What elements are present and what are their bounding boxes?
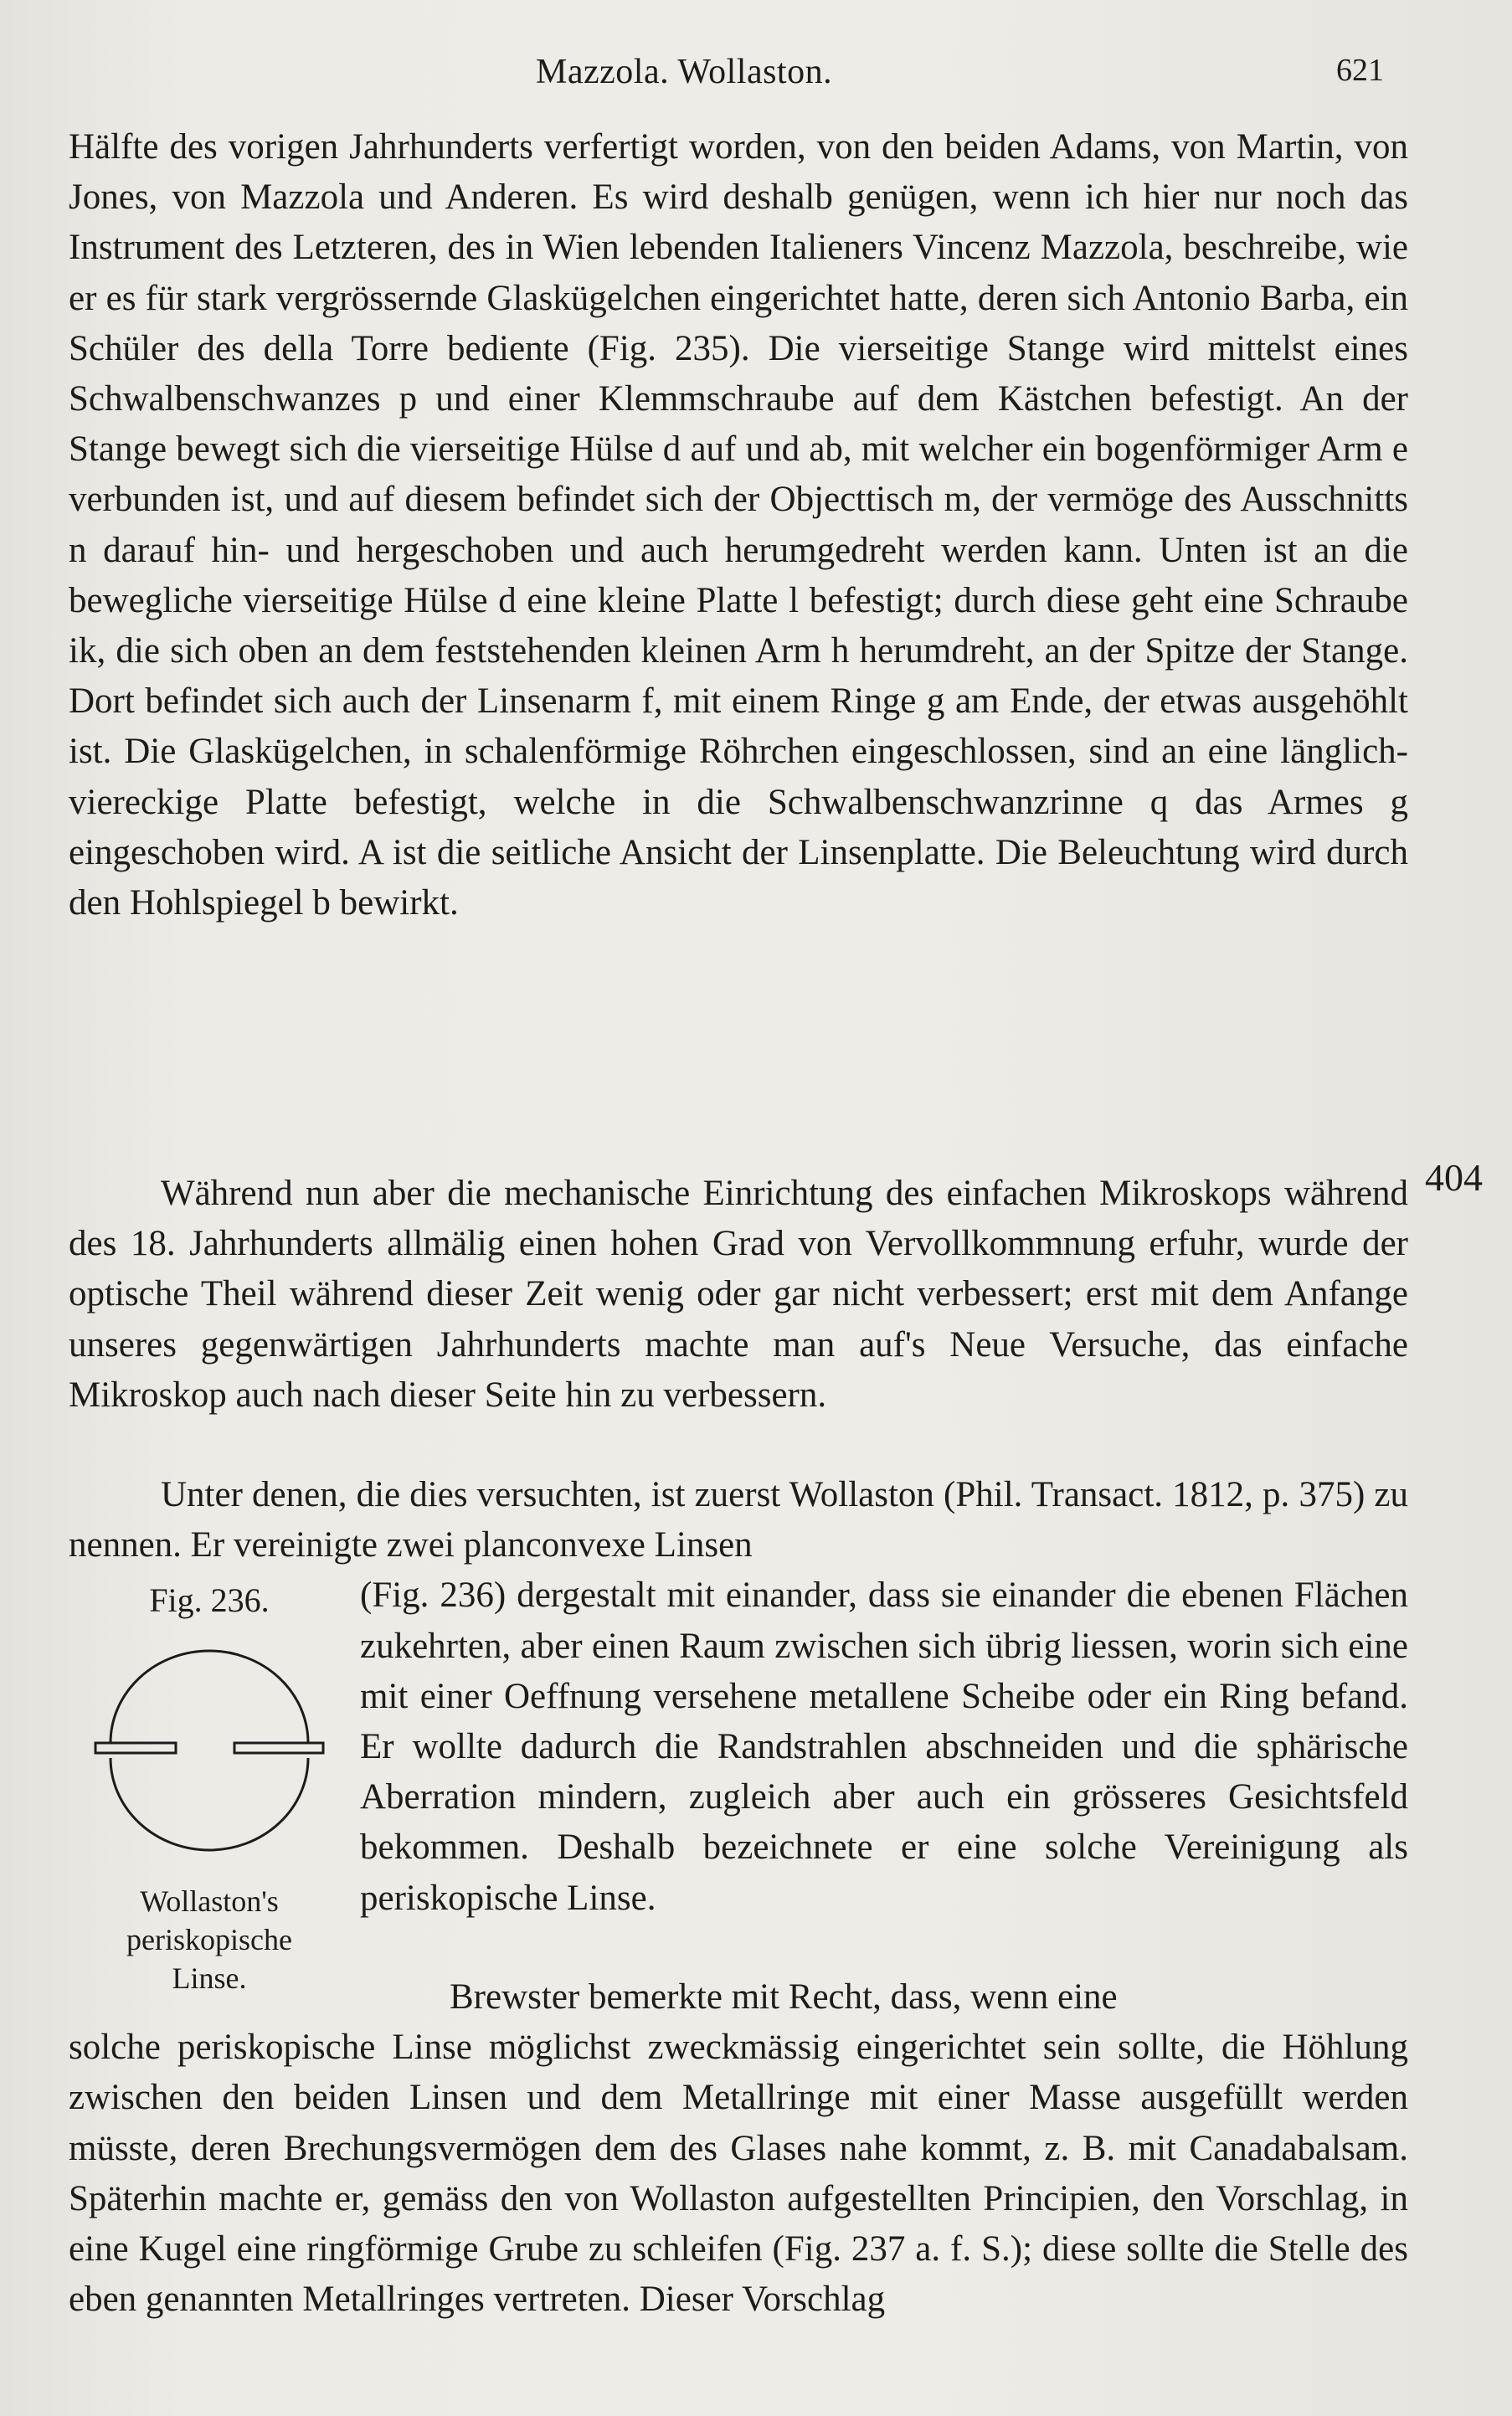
right-metal-ring (234, 1743, 323, 1753)
running-head-title: Mazzola. Wollaston. (536, 53, 833, 91)
periscopic-lens-diagram (92, 1639, 327, 1857)
figure-caption: Fig. 236. (149, 1581, 270, 1619)
figure-label-line-1: Wollaston's (140, 1884, 279, 1918)
margin-section-number: 404 (1425, 1156, 1483, 1199)
figure-label-line-3: Linse. (172, 1961, 247, 1995)
paragraph-optical-improvement: Während nun aber die mechanische Einrichtung des einfachen Mikroskops während des 18. Jahrhunderts allmälig einen hohen Grad von Vervollkommnung erfuhr, wurde der optische Theil während dieser Zeit wenig oder gar nicht verbessert; erst mit dem Anfange unseres gegenwärtigen Jahrhunderts machte man auf's Neue Versuche, das einfache Mikroskop auch nach dieser Seite hin zu verbessern. (69, 1174, 1408, 1415)
figure-label-line-2: periskopische (126, 1923, 292, 1956)
figure-236 (75, 1581, 343, 1999)
lower-lens-arc (111, 1758, 308, 1850)
upper-lens-arc (111, 1651, 308, 1743)
running-head (0, 52, 1512, 102)
paragraph-wollaston-lead: Unter denen, die dies versuchten, ist zuerst Wollaston (Phil. Transact. 1812, p. 375) zu nennen. Er vereinigte zwei planconvexe Linsen (69, 1475, 1408, 1565)
paragraph-mazzola-instrument: Hälfte des vorigen Jahrhunderts verfertigt worden, von den beiden Adams, von Martin, von Jones, von Mazzola und Anderen. Es wird deshalb genügen, wenn ich hier nur noch das Instrument des Letzteren, des in Wien lebenden Italieners Vincenz Mazzola, beschreibe, wie er es für stark vergrössernde Glaskügelchen eingerichtet hatte, deren sich Antonio Barba, ein Schüler des della Torre bediente (Fig. 235). Die vierseitige Stange wird mittelst eines Schwalbenschwanzes p und einer Klemmschraube auf dem Kästchen befestigt. An der Stange bewegt sich die vierseitige Hülse d auf und ab, mit welcher ein bogenförmiger Arm e verbunden ist, und auf diesem befindet sich der Objecttisch m, der vermöge des Ausschnitts n darauf hin- und hergeschoben und auch herumgedreht werden kann. Unten ist an die bewegliche vierseitige Hülse d eine kleine Platte l befestigt; durch diese geht eine Schraube ik, die sich oben an dem feststehenden kleinen Arm h herumdreht, an der Spitze der Stange. Dort befindet sich auch der Linsenarm f, mit einem Ringe g am Ende, der etwas ausgehöhlt ist. Die Glaskügelchen, in schalenförmige Röhrchen eingeschlossen, sind an eine länglich-viereckige Platte befestigt, welche in die Schwalbenschwanzrinne q das Armes g eingeschoben wird. A ist die seitliche Ansicht der Linsenplatte. Die Beleuchtung wird durch den Hohlspiegel b bewirkt. (69, 127, 1408, 923)
paragraph-brewster-first: Brewster bemerkte mit Recht, dass, wenn eine (450, 1977, 1118, 2017)
paragraph-brewster (69, 1972, 1408, 2325)
paragraph-brewster-rest: solche periskopische Linse möglichst zweckmässig eingerichtet sein sollte, die Höhlung zwischen den beiden Linsen und dem Metallringe mit einer Masse ausgefüllt werden müsste, deren Brechungsvermögen dem des Glases nahe kommt, z. B. mit Canadabalsam. Späterhin machte er, gemäss den von Wollaston aufgestellten Principien, den Vorschlag, in eine Kugel eine ringförmige Grube zu schleifen (Fig. 237 a. f. S.); diese sollte die Stelle des eben genannten Metallringes vertreten. Dieser Vorschlag (69, 2028, 1408, 2320)
paragraph-wollaston-wrapped: (Fig. 236) dergestalt mit einander, dass sie einander die ebenen Flächen zukehrten, aber einen Raum zwischen sich übrig liessen, worin sich eine mit einer Oeffnung versehene metallene Scheibe oder ein Ring befand. Er wollte dadurch die Randstrahlen abschneiden und die sphärische Aberration mindern, zugleich aber auch ein grösseres Gesichtsfeld bekommen. Deshalb bezeichnete er eine solche Vereinigung als periskopische Linse. (360, 1576, 1408, 1918)
page-number: 621 (1336, 53, 1384, 88)
left-metal-ring (95, 1743, 176, 1753)
